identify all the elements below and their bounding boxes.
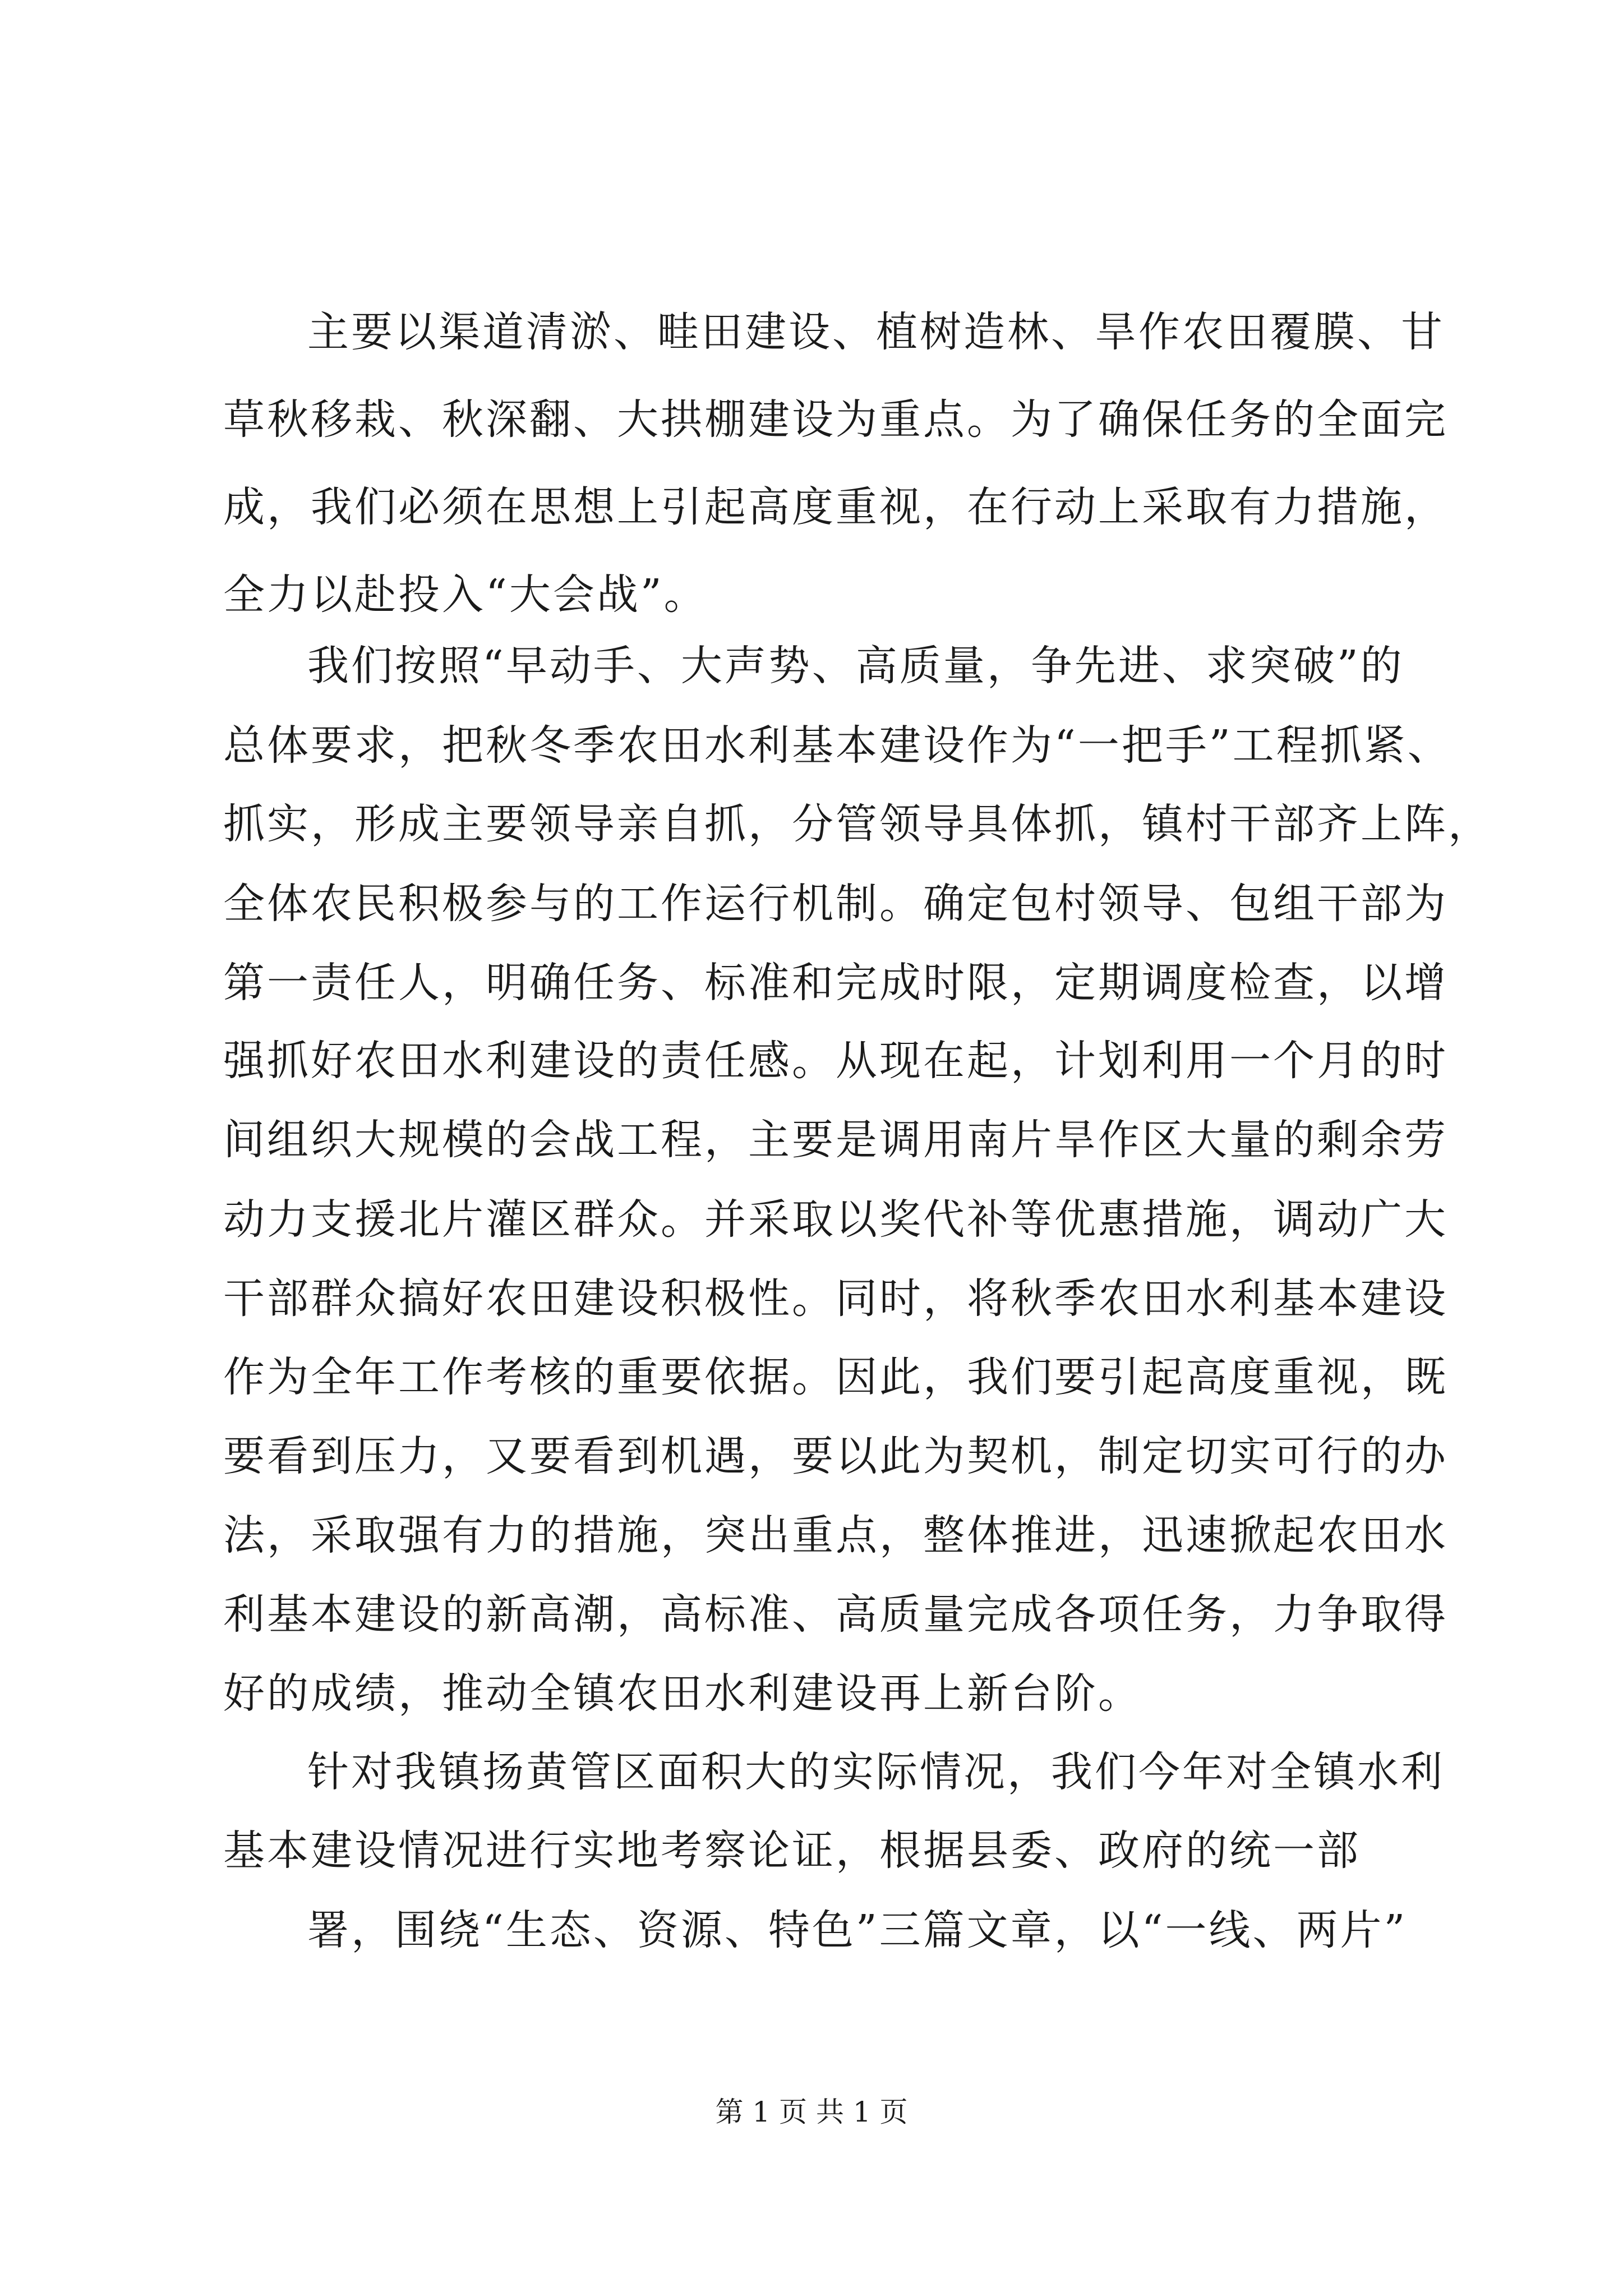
text-line-10: 强抓好农田水利建设的责任感。从现在起，计划利用一个月的时 xyxy=(223,1037,1448,1085)
text-line-9: 第一责任人，明确任务、标准和完成时限，定期调度检查，以增 xyxy=(223,959,1448,1007)
text-line-14: 作为全年工作考核的重要依据。因此，我们要引起高度重视，既 xyxy=(223,1353,1448,1401)
text-line-15: 要看到压力，又要看到机遇，要以此为契机，制定切实可行的办 xyxy=(223,1432,1448,1480)
text-line-2: 草秋移栽、秋深翻、大拱棚建设为重点。为了确保任务的全面完 xyxy=(223,395,1448,444)
text-line-3: 成，我们必须在思想上引起高度重视，在行动上采取有力措施， xyxy=(223,483,1448,531)
page-number-label: 第 1 页 共 1 页 xyxy=(715,2096,908,2128)
text-line-5: 我们按照“早动手、大声势、高质量，争先进、求突破”的 xyxy=(307,642,1404,690)
text-line-21: 署，围绕“生态、资源、特色”三篇文章，以“一线、两片” xyxy=(307,1906,1408,1954)
text-line-20: 基本建设情况进行实地考察论证，根据县委、政府的统一部 xyxy=(223,1826,1361,1875)
text-line-18: 好的成绩，推动全镇农田水利建设再上新台阶。 xyxy=(223,1669,1142,1718)
text-line-7: 抓实，形成主要领导亲自抓，分管领导具体抓，镇村干部齐上阵， xyxy=(223,800,1492,848)
text-line-16: 法，采取强有力的措施，突出重点，整体推进，迅速掀起农田水 xyxy=(223,1511,1448,1559)
page-footer xyxy=(0,2098,1623,2126)
text-line-1: 主要以渠道清淤、畦田建设、植树造林、旱作农田覆膜、甘 xyxy=(307,308,1445,356)
text-line-19: 针对我镇扬黄管区面积大的实际情况，我们今年对全镇水利 xyxy=(307,1748,1445,1796)
text-line-12: 动力支援北片灌区群众。并采取以奖代补等优惠措施，调动广大 xyxy=(223,1195,1448,1244)
text-line-13: 干部群众搞好农田建设积极性。同时，将秋季农田水利基本建设 xyxy=(223,1274,1448,1323)
text-line-4: 全力以赴投入“大会战”。 xyxy=(223,570,708,619)
text-line-17: 利基本建设的新高潮，高标准、高质量完成各项任务，力争取得 xyxy=(223,1590,1448,1639)
text-line-8: 全体农民积极参与的工作运行机制。确定包村领导、包组干部为 xyxy=(223,880,1448,928)
text-line-6: 总体要求，把秋冬季农田水利基本建设作为“一把手”工程抓紧、 xyxy=(223,721,1451,770)
text-line-11: 间组织大规模的会战工程，主要是调用南片旱作区大量的剩余劳 xyxy=(223,1116,1448,1164)
